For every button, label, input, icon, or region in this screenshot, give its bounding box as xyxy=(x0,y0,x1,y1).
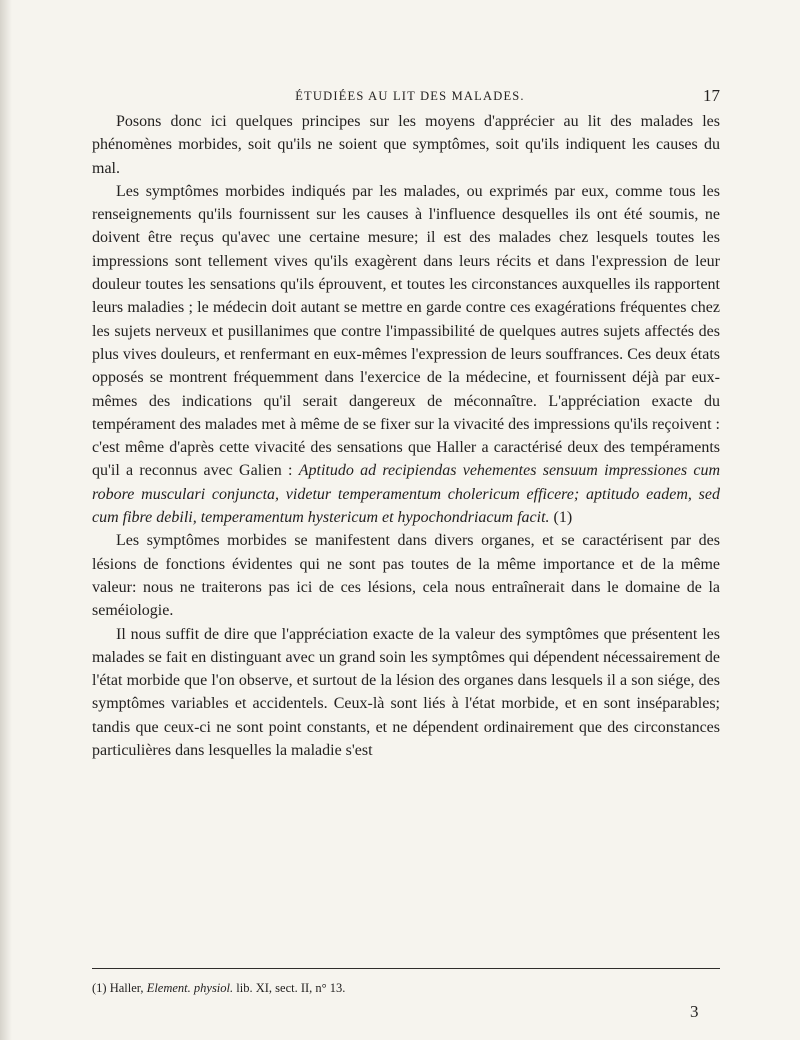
paragraph-1: Posons donc ici quelques principes sur les moyens d'apprécier au lit des malades les phénomènes morbides, soit qu'ils ne soient que symptômes, soit qu'ils indiquent les causes du mal. xyxy=(92,113,720,177)
paragraph-2-text: Les symptômes morbides indiqués par les malades, ou exprimés par eux, comme tous les renseignements qu'ils fournissent sur les causes à l'influence desquelles ils ont été soumis, ne doivent être reçus qu'avec une certaine mesure; il est des malades chez lesquels toutes les impressions sont tellement vives qu'ils exagèrent dans leurs récits et dans l'expression de leur douleur toutes les sensations qu'ils éprouvent, et toutes les circonstances auxquelles ils rapportent leurs maladies ; le médecin doit autant se mettre en garde contre ces exagérations fréquentes chez les sujets nerveux et pusillanimes que contre l'impassibilité de quelques autres sujets affectés des plus vives douleurs, et renfermant en eux-mêmes l'expression de leurs souffrances. Ces deux états opposés se montrent fréquemment dans l'exercice de la médecine, et fournissent déjà par eux-mêmes des indications qu'il serait dangereux de méconnaître. L'appréciation exacte du tempérament des malades met à même de se fixer sur la vivacité des impressions qu'ils reçoivent : c'est même d'après cette vivacité des sensations que Haller a caractérisé deux des tempéraments qu'il a reconnus avec Galien : xyxy=(92,182,720,480)
footnote-rest: lib. XI, sect. II, n° 13. xyxy=(233,981,346,995)
footnote-reference: (1) xyxy=(549,509,573,527)
page-gutter-shadow xyxy=(0,0,12,1040)
page-header xyxy=(100,86,720,110)
latin-quote: Aptitudo ad recipiendas vehementes sensuum impressiones cum robore musculari conjuncta, videtur temperamentum cholericum efficere; aptitudo eadem, sed cum fibre debili, temperamentum hystericum et hypochondriacum facit. xyxy=(92,462,721,527)
footnote-divider xyxy=(92,968,720,969)
footnote-title: Element. physiol. xyxy=(146,981,234,995)
paragraph-3: Les symptômes morbides se manifestent dans divers organes, et se caractérisent par des lésions de fonctions évidentes qui ne sont pas toutes de la même importance et de la même valeur: nous ne traiterons pas ici de ces lésions, cela nous entraînerait dans le domaine de la seméiologie. xyxy=(92,532,720,620)
paragraph-2 xyxy=(92,180,720,529)
running-head: ÉTUDIÉES AU LIT DES MALADES. xyxy=(295,89,525,103)
page-number: 17 xyxy=(703,86,720,105)
signature-mark: 3 xyxy=(690,1002,699,1021)
paragraph-4: Il nous suffit de dire que l'appréciation exacte de la valeur des symptômes que présentent les malades se fait en distinguant avec un grand soin les symptômes qui dépendent nécessairement de l'état morbide que l'on observe, et surtout de la lésion des organes dans lesquels il a son siége, des symptômes variables et accidentels. Ceux-là sont liés à l'état morbide, et en sont inséparables; tandis que ceux-ci ne sont point constants, et ne dépendent ordinairement que des circonstances particulières dans lesquelles la maladie s'est xyxy=(92,625,720,760)
body-text xyxy=(92,110,720,762)
footnote xyxy=(92,980,720,996)
footnote-marker: (1) Haller, xyxy=(92,981,147,995)
